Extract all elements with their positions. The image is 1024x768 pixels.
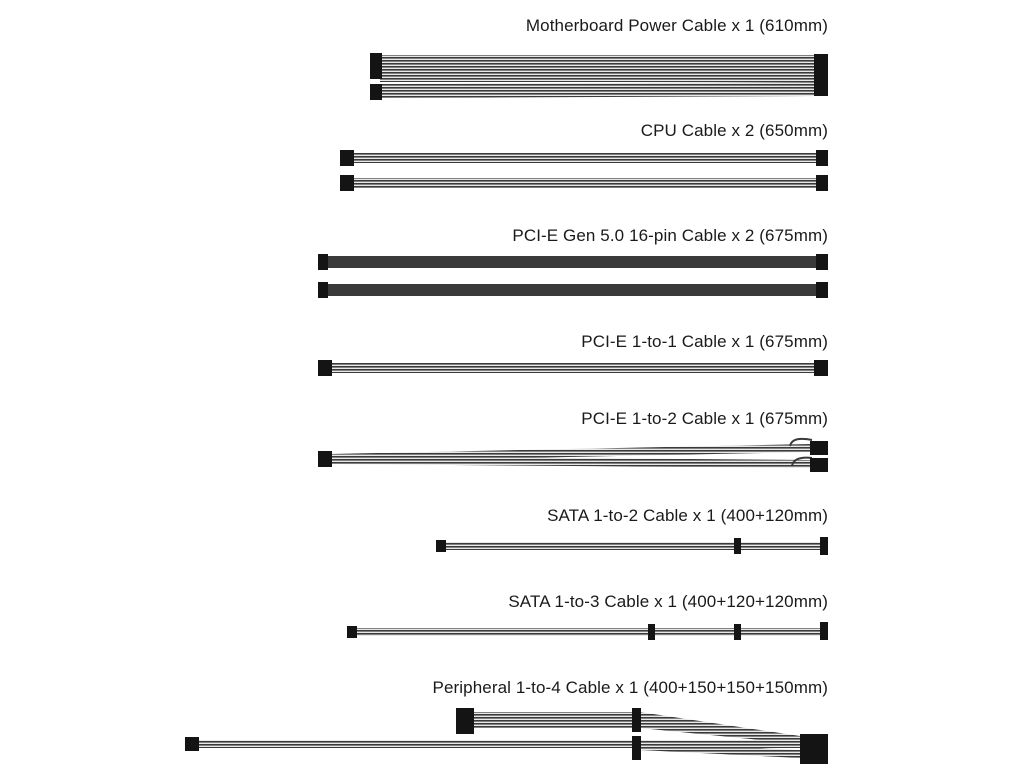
sata-1to3-cable-image xyxy=(347,622,828,640)
cpu-cable-image xyxy=(340,150,828,191)
pcie-1to1-cable-image xyxy=(318,360,828,376)
pcie-gen5-cable-image xyxy=(318,254,828,298)
motherboard-connector-left-small xyxy=(370,84,382,100)
cable-label-motherboard: Motherboard Power Cable x 1 (610mm) xyxy=(525,16,828,35)
motherboard-cable-image xyxy=(370,53,828,100)
cable-label-pcie-gen5: PCI-E Gen 5.0 16-pin Cable x 2 (675mm) xyxy=(512,226,828,245)
cable-label-sata-1to3: SATA 1-to-3 Cable x 1 (400+120+120mm) xyxy=(508,592,828,611)
cable-label-peripheral-1to4: Peripheral 1-to-4 Cable x 1 (400+150+150+150mm) xyxy=(432,678,828,697)
motherboard-connector-left xyxy=(370,53,382,79)
motherboard-connector-right xyxy=(814,54,828,96)
cable-label-pcie-1to2: PCI-E 1-to-2 Cable x 1 (675mm) xyxy=(581,409,828,428)
cable-label-sata-1to2: SATA 1-to-2 Cable x 1 (400+120mm) xyxy=(547,506,828,525)
peripheral-1to4-cable-image xyxy=(185,708,828,764)
sata-1to2-cable-image xyxy=(436,537,828,555)
cable-label-pcie-1to1: PCI-E 1-to-1 Cable x 1 (675mm) xyxy=(581,332,828,351)
pcie-1to2-cable-image xyxy=(318,439,828,472)
cable-label-cpu: CPU Cable x 2 (650mm) xyxy=(640,121,828,140)
